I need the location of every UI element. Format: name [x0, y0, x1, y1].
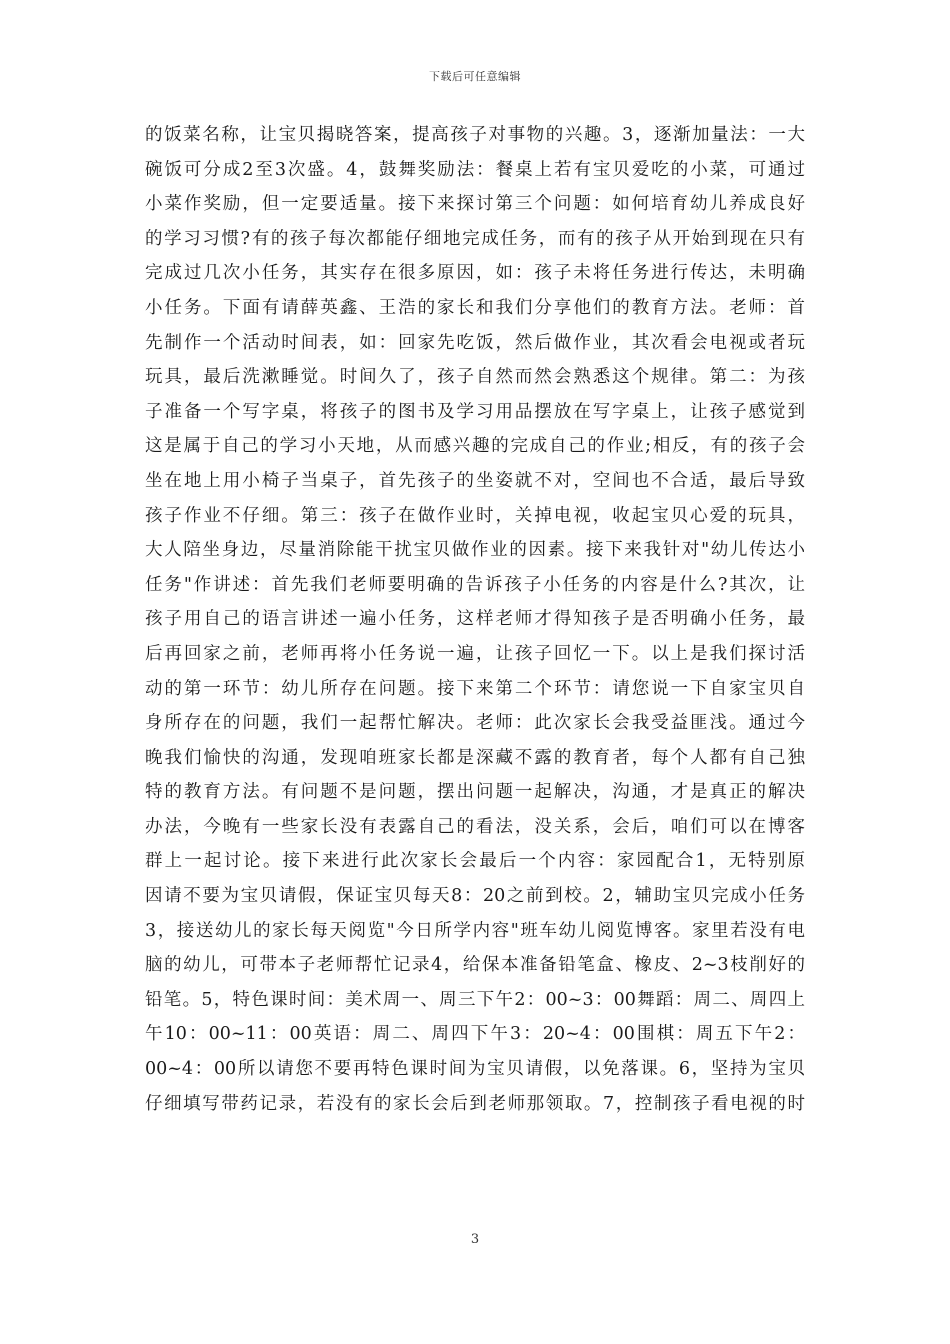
- body-line: 身所存在的问题，我们一起帮忙解决。老师：此次家长会我受益匪浅。通过今: [145, 713, 805, 734]
- body-line: 孩子用自己的语言讲述一遍小任务，这样老师才得知孩子是否明确小任务，最: [145, 609, 805, 630]
- body-line: 孩子作业不仔细。第三：孩子在做作业时，关掉电视，收起宝贝心爱的玩具，: [145, 505, 805, 526]
- body-line: 仔细填写带药记录，若没有的家长会后到老师那领取。7，控制孩子看电视的时: [145, 1093, 805, 1114]
- body-line: 子准备一个写字桌，将孩子的图书及学习用品摆放在写字桌上，让孩子感觉到: [145, 401, 805, 422]
- body-line: 群上一起讨论。接下来进行此次家长会最后一个内容：家园配合1，无特别原: [145, 851, 805, 872]
- body-line: 后再回家之前，老师再将小任务说一遍，让孩子回忆一下。以上是我们探讨活: [145, 643, 805, 664]
- body-line: 的饭菜名称，让宝贝揭晓答案，提高孩子对事物的兴趣。3，逐渐加量法：一大: [145, 125, 805, 145]
- body-line: 3，接送幼儿的家长每天阅览"今日所学内容"班车幼儿阅览博客。家里若没有电: [145, 920, 805, 941]
- body-line: 特的教育方法。有问题不是问题，摆出问题一起解决，沟通，才是真正的解决: [145, 782, 805, 803]
- body-line: 大人陪坐身边，尽量消除能干扰宝贝做作业的因素。接下来我针对"幼儿传达小: [145, 540, 805, 561]
- body-line: 00~4：00所以请您不要再特色课时间为宝贝请假，以免落课。6，坚持为宝贝: [145, 1059, 805, 1080]
- body-line: 小任务。下面有请薛英鑫、王浩的家长和我们分享他们的教育方法。老师：首: [145, 297, 805, 318]
- body-line: 办法，今晚有一些家长没有表露自己的看法，没关系，会后，咱们可以在博客: [145, 816, 805, 837]
- body-line: 完成过几次小任务，其实存在很多原因，如：孩子未将任务进行传达，未明确: [145, 263, 805, 284]
- body-line: 因请不要为宝贝请假，保证宝贝每天8：20之前到校。2，辅助宝贝完成小任务: [145, 886, 805, 907]
- body-line: 晚我们愉快的沟通，发现咱班家长都是深藏不露的教育者，每个人都有自己独: [145, 747, 805, 768]
- body-line: 小菜作奖励，但一定要适量。接下来探讨第三个问题：如何培育幼儿养成良好: [145, 194, 805, 215]
- body-line: 碗饭可分成2至3次盛。4，鼓舞奖励法：餐桌上若有宝贝爱吃的小菜，可通过: [145, 159, 805, 180]
- body-line: 脑的幼儿，可带本子老师帮忙记录4，给保本准备铅笔盒、橡皮、2~3枝削好的: [145, 955, 805, 976]
- body-text: [145, 118, 805, 1121]
- body-line: 的学习习惯?有的孩子每次都能仔细地完成任务，而有的孩子从开始到现在只有: [145, 228, 805, 249]
- body-line: 坐在地上用小椅子当桌子，首先孩子的坐姿就不对，空间也不合适，最后导致: [145, 470, 805, 491]
- body-line: 铅笔。5，特色课时间：美术周一、周三下午2：00~3：00舞蹈：周二、周四上: [145, 989, 805, 1010]
- page-header: 下载后可任意编辑: [429, 70, 521, 83]
- body-line: 动的第一环节：幼儿所存在问题。接下来第二个环节：请您说一下自家宝贝自: [145, 678, 805, 699]
- page-number: 3: [470, 1232, 480, 1247]
- body-line: 任务"作讲述：首先我们老师要明确的告诉孩子小任务的内容是什么?其次，让: [145, 574, 805, 595]
- body-line: 玩具，最后洗漱睡觉。时间久了，孩子自然而然会熟悉这个规律。第二：为孩: [145, 367, 805, 388]
- body-line: 这是属于自己的学习小天地，从而感兴趣的完成自己的作业;相反，有的孩子会: [145, 436, 805, 457]
- body-line: 午10：00~11：00英语：周二、周四下午3：20~4：00围棋：周五下午2：: [145, 1024, 805, 1045]
- body-line: 先制作一个活动时间表，如：回家先吃饭，然后做作业，其次看会电视或者玩: [145, 332, 805, 353]
